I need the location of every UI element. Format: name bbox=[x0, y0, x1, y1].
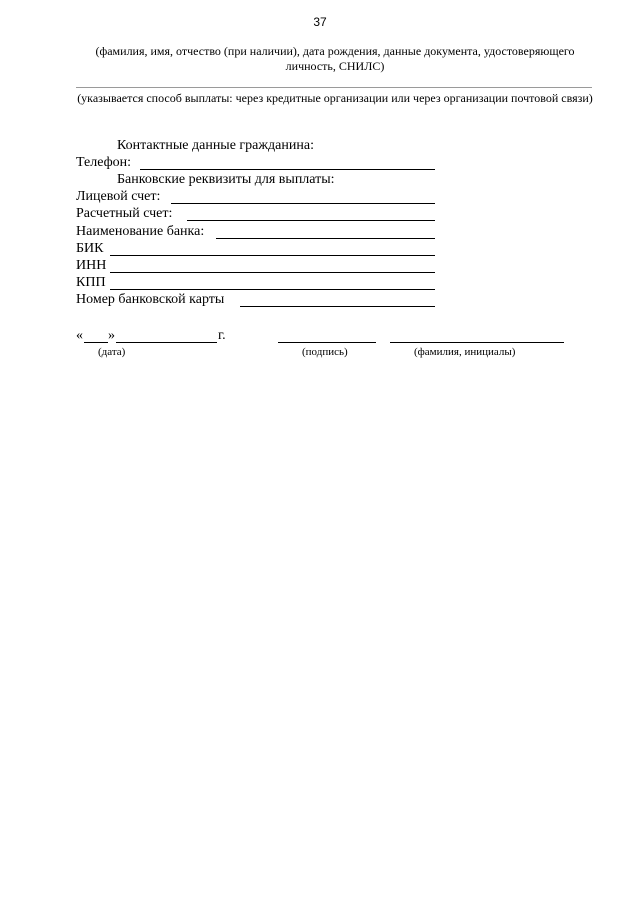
card-number-field[interactable] bbox=[240, 306, 435, 307]
caption-recipient-details: (фамилия, имя, отчество (при наличии), дата рождения, данные документа, удостоверяющего личность, СНИЛС) bbox=[95, 44, 575, 73]
kpp-label: КПП bbox=[76, 275, 106, 290]
date-quote-close: » bbox=[108, 328, 115, 343]
settlement-account-field[interactable] bbox=[187, 220, 435, 221]
bik-field[interactable] bbox=[110, 255, 435, 256]
date-month-year-field[interactable] bbox=[116, 342, 217, 343]
contacts-heading: Контактные данные гражданина: bbox=[117, 138, 314, 153]
caption-payment-method: (указывается способ выплаты: через кредитные организации или через организации почтовой связи) bbox=[77, 91, 593, 105]
bank-heading: Банковские реквизиты для выплаты: bbox=[117, 172, 335, 187]
date-caption: (дата) bbox=[98, 346, 126, 358]
card-number-label: Номер банковской карты bbox=[76, 292, 225, 307]
date-quote-open: « bbox=[76, 328, 83, 343]
phone-field[interactable] bbox=[140, 169, 435, 170]
bank-name-label: Наименование банка: bbox=[76, 224, 205, 239]
signature-field[interactable] bbox=[278, 342, 376, 343]
name-caption: (фамилия, инициалы) bbox=[414, 346, 516, 358]
inn-label: ИНН bbox=[76, 258, 107, 273]
phone-label: Телефон: bbox=[76, 155, 132, 170]
settlement-account-label: Расчетный счет: bbox=[76, 206, 173, 221]
page-number: 37 bbox=[313, 15, 327, 29]
kpp-field[interactable] bbox=[110, 289, 435, 290]
bik-label: БИК bbox=[76, 241, 104, 256]
bank-name-field[interactable] bbox=[216, 238, 435, 239]
personal-account-field[interactable] bbox=[171, 203, 435, 204]
signature-caption: (подпись) bbox=[302, 346, 348, 358]
personal-account-label: Лицевой счет: bbox=[76, 189, 161, 204]
full-name-initials-field[interactable] bbox=[390, 342, 564, 343]
inn-field[interactable] bbox=[110, 272, 435, 273]
date-day-field[interactable] bbox=[84, 342, 108, 343]
date-year-suffix: г. bbox=[218, 328, 226, 343]
payment-method-line bbox=[76, 87, 592, 88]
